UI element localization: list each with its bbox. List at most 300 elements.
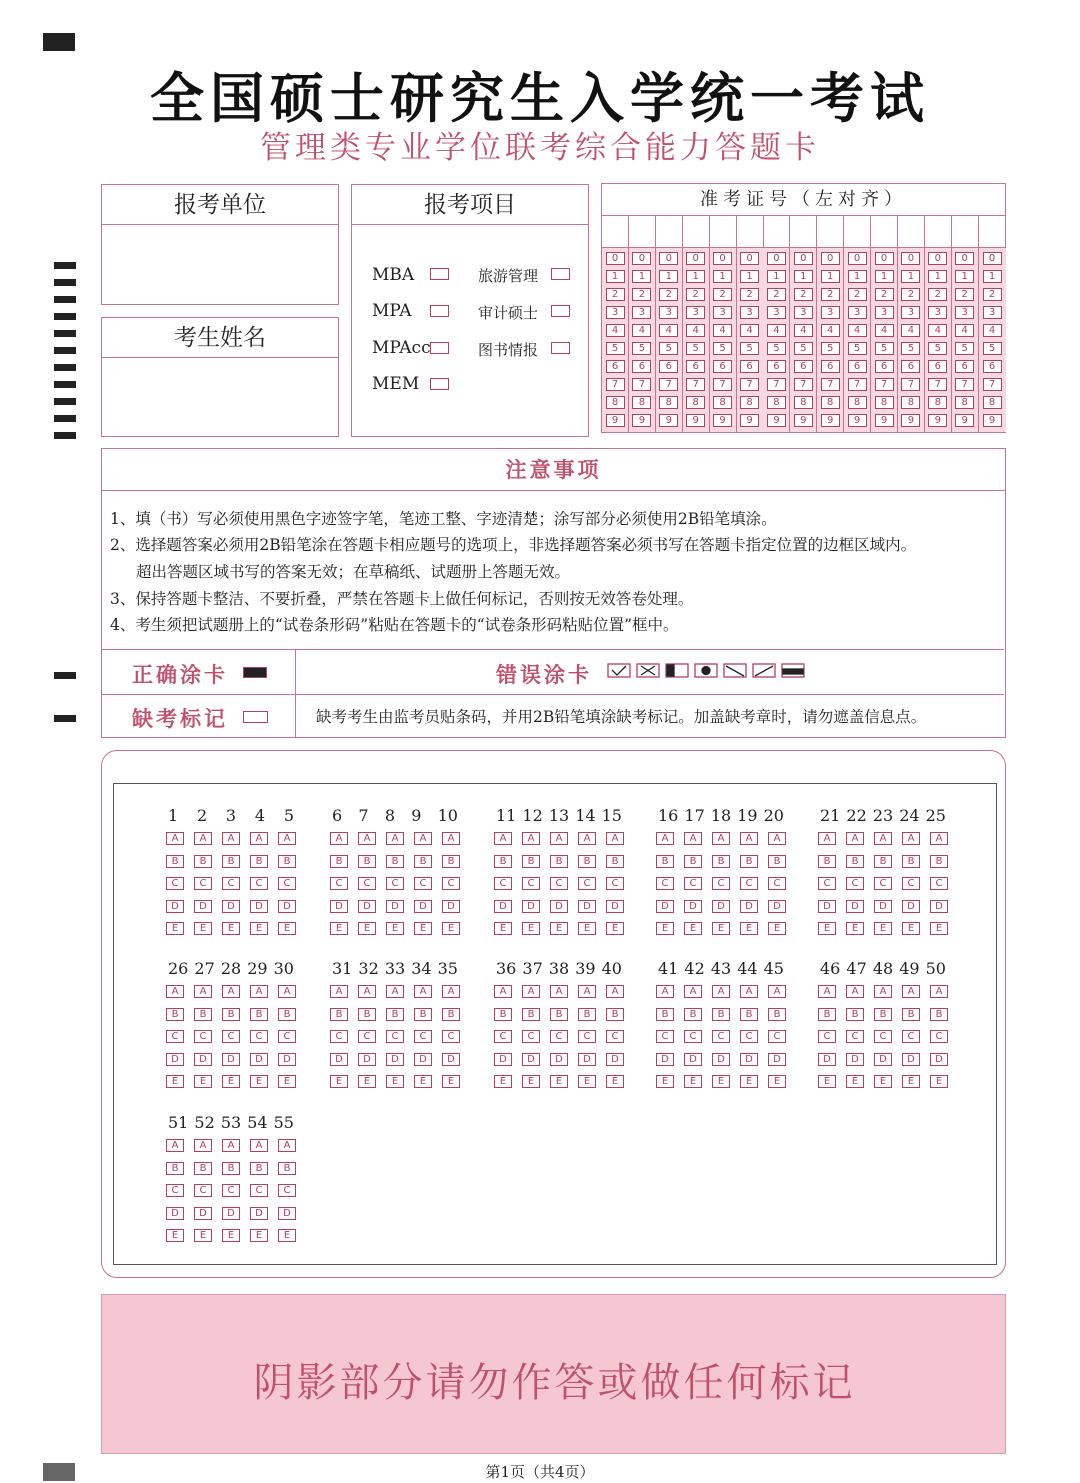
answer-bubble[interactable]: E [358,922,376,935]
answer-bubble[interactable]: A [712,985,730,998]
answer-bubble[interactable]: C [442,1030,460,1043]
answer-bubble[interactable]: C [194,1030,212,1043]
admission-digit-bubble[interactable]: 5 [606,342,625,355]
admission-digit-bubble[interactable]: 9 [606,414,625,427]
answer-bubble[interactable]: D [768,1053,786,1066]
project-tourism-checkbox[interactable] [551,268,570,280]
answer-bubble[interactable]: B [194,1008,212,1021]
answer-bubble[interactable]: B [578,855,596,868]
answer-bubble[interactable]: B [818,855,836,868]
answer-bubble[interactable]: B [442,855,460,868]
project-mpacc-checkbox[interactable] [430,342,449,354]
answer-bubble[interactable]: A [846,832,864,845]
admission-digit-bubble[interactable]: 6 [821,360,840,373]
answer-bubble[interactable]: A [740,985,758,998]
answer-bubble[interactable]: A [358,832,376,845]
admission-digit-bubble[interactable]: 8 [928,396,947,409]
answer-bubble[interactable]: B [606,1008,624,1021]
admission-digit-bubble[interactable]: 4 [740,324,759,337]
admission-digit-write-cell[interactable] [817,216,843,248]
admission-digit-write-cell[interactable] [871,216,897,248]
admission-digit-bubble[interactable]: 7 [821,378,840,391]
answer-bubble[interactable]: D [358,900,376,913]
admission-digit-bubble[interactable]: 6 [928,360,947,373]
admission-digit-bubble[interactable]: 5 [875,342,894,355]
admission-digit-bubble[interactable]: 4 [767,324,786,337]
answer-bubble[interactable]: C [442,877,460,890]
answer-bubble[interactable]: E [578,1075,596,1088]
answer-bubble[interactable]: E [494,922,512,935]
answer-bubble[interactable]: C [414,877,432,890]
admission-digit-bubble[interactable]: 3 [901,306,920,319]
admission-digit-bubble[interactable]: 2 [875,288,894,301]
answer-bubble[interactable]: C [522,1030,540,1043]
admission-digit-bubble[interactable]: 0 [794,252,813,265]
answer-bubble[interactable]: E [874,1075,892,1088]
answer-bubble[interactable]: D [768,900,786,913]
answer-bubble[interactable]: A [358,985,376,998]
answer-bubble[interactable]: D [846,1053,864,1066]
admission-digit-bubble[interactable]: 3 [794,306,813,319]
answer-bubble[interactable]: D [684,900,702,913]
answer-bubble[interactable]: A [684,832,702,845]
admission-digit-bubble[interactable]: 1 [767,270,786,283]
answer-bubble[interactable]: C [494,877,512,890]
answer-bubble[interactable]: D [386,1053,404,1066]
admission-digit-write-cell[interactable] [844,216,870,248]
answer-bubble[interactable]: C [166,1184,184,1197]
name-field[interactable] [102,358,338,435]
answer-bubble[interactable]: E [712,922,730,935]
admission-digit-bubble[interactable]: 2 [983,288,1002,301]
admission-digit-bubble[interactable]: 2 [821,288,840,301]
answer-bubble[interactable]: D [414,1053,432,1066]
admission-digit-bubble[interactable]: 9 [983,414,1002,427]
admission-digit-bubble[interactable]: 8 [794,396,813,409]
admission-digit-bubble[interactable]: 4 [794,324,813,337]
answer-bubble[interactable]: E [222,1075,240,1088]
answer-bubble[interactable]: D [250,1207,268,1220]
admission-digit-write-cell[interactable] [602,216,628,248]
admission-digit-bubble[interactable]: 5 [955,342,974,355]
answer-bubble[interactable]: C [606,1030,624,1043]
admission-digit-bubble[interactable]: 7 [606,378,625,391]
answer-bubble[interactable]: D [712,1053,730,1066]
admission-digit-bubble[interactable]: 0 [606,252,625,265]
answer-bubble[interactable]: B [250,855,268,868]
answer-bubble[interactable]: D [578,1053,596,1066]
answer-bubble[interactable]: C [386,877,404,890]
admission-digit-bubble[interactable]: 1 [928,270,947,283]
answer-bubble[interactable]: A [278,832,296,845]
admission-digit-write-cell[interactable] [979,216,1006,248]
answer-bubble[interactable]: D [902,900,920,913]
answer-bubble[interactable]: A [522,832,540,845]
admission-digit-bubble[interactable]: 4 [875,324,894,337]
answer-bubble[interactable]: B [550,1008,568,1021]
answer-bubble[interactable]: A [818,832,836,845]
answer-bubble[interactable]: A [166,1139,184,1152]
answer-bubble[interactable]: D [578,900,596,913]
answer-bubble[interactable]: B [902,1008,920,1021]
admission-digit-bubble[interactable]: 5 [821,342,840,355]
answer-bubble[interactable]: A [494,985,512,998]
answer-bubble[interactable]: E [442,1075,460,1088]
admission-digit-bubble[interactable]: 5 [632,342,651,355]
admission-digit-bubble[interactable]: 5 [686,342,705,355]
answer-bubble[interactable]: D [250,1053,268,1066]
answer-bubble[interactable]: D [414,900,432,913]
answer-bubble[interactable]: A [578,985,596,998]
answer-bubble[interactable]: B [278,1008,296,1021]
admission-digit-bubble[interactable]: 6 [686,360,705,373]
admission-digit-bubble[interactable]: 2 [632,288,651,301]
admission-digit-bubble[interactable]: 1 [713,270,732,283]
project-library-checkbox[interactable] [551,342,570,354]
project-audit-checkbox[interactable] [551,305,570,317]
answer-bubble[interactable]: E [818,1075,836,1088]
answer-bubble[interactable]: E [846,1075,864,1088]
answer-bubble[interactable]: D [656,900,674,913]
project-mba-checkbox[interactable] [430,268,449,280]
answer-bubble[interactable]: D [278,1053,296,1066]
answer-bubble[interactable]: C [330,1030,348,1043]
answer-bubble[interactable]: E [656,922,674,935]
admission-digit-bubble[interactable]: 4 [713,324,732,337]
admission-digit-bubble[interactable]: 0 [983,252,1002,265]
answer-bubble[interactable]: A [442,832,460,845]
admission-digit-bubble[interactable]: 4 [901,324,920,337]
answer-bubble[interactable]: C [222,1184,240,1197]
answer-bubble[interactable]: C [606,877,624,890]
answer-bubble[interactable]: B [874,1008,892,1021]
answer-bubble[interactable]: A [656,985,674,998]
answer-bubble[interactable]: A [684,985,702,998]
answer-bubble[interactable]: D [222,900,240,913]
answer-bubble[interactable]: C [818,1030,836,1043]
admission-digit-bubble[interactable]: 2 [740,288,759,301]
answer-bubble[interactable]: C [656,1030,674,1043]
admission-digit-bubble[interactable]: 8 [875,396,894,409]
answer-bubble[interactable]: E [166,1229,184,1242]
admission-digit-bubble[interactable]: 8 [983,396,1002,409]
admission-digit-bubble[interactable]: 3 [606,306,625,319]
project-library[interactable] [478,339,538,360]
answer-bubble[interactable]: A [194,1139,212,1152]
answer-bubble[interactable]: B [330,1008,348,1021]
admission-digit-bubble[interactable]: 6 [955,360,974,373]
admission-digit-bubble[interactable]: 9 [875,414,894,427]
answer-bubble[interactable]: B [930,1008,948,1021]
answer-bubble[interactable]: C [166,877,184,890]
admission-digit-bubble[interactable]: 0 [767,252,786,265]
admission-digit-bubble[interactable]: 1 [875,270,894,283]
answer-bubble[interactable]: A [550,832,568,845]
admission-digit-bubble[interactable]: 5 [713,342,732,355]
answer-bubble[interactable]: C [768,877,786,890]
answer-bubble[interactable]: D [550,1053,568,1066]
admission-digit-bubble[interactable]: 9 [740,414,759,427]
admission-digit-bubble[interactable]: 5 [794,342,813,355]
answer-bubble[interactable]: B [358,1008,376,1021]
answer-bubble[interactable]: D [222,1207,240,1220]
admission-digit-bubble[interactable]: 4 [848,324,867,337]
answer-bubble[interactable]: E [818,922,836,935]
answer-bubble[interactable]: C [684,877,702,890]
admission-digit-bubble[interactable]: 6 [767,360,786,373]
admission-digit-bubble[interactable]: 7 [875,378,894,391]
answer-bubble[interactable]: A [712,832,730,845]
answer-bubble[interactable]: A [222,832,240,845]
admission-digit-bubble[interactable]: 3 [821,306,840,319]
answer-bubble[interactable]: E [930,922,948,935]
admission-digit-bubble[interactable]: 3 [928,306,947,319]
answer-bubble[interactable]: A [386,832,404,845]
admission-digit-bubble[interactable]: 9 [928,414,947,427]
answer-bubble[interactable]: C [222,877,240,890]
answer-bubble[interactable]: A [606,832,624,845]
admission-digit-write-cell[interactable] [925,216,951,248]
answer-bubble[interactable]: C [386,1030,404,1043]
answer-bubble[interactable]: D [194,1053,212,1066]
admission-digit-bubble[interactable]: 9 [632,414,651,427]
admission-digit-bubble[interactable]: 5 [901,342,920,355]
admission-digit-bubble[interactable]: 1 [821,270,840,283]
admission-digit-bubble[interactable]: 2 [767,288,786,301]
answer-bubble[interactable]: E [606,1075,624,1088]
answer-bubble[interactable]: E [522,1075,540,1088]
answer-bubble[interactable]: E [166,922,184,935]
answer-bubble[interactable]: C [550,877,568,890]
answer-bubble[interactable]: D [606,900,624,913]
answer-bubble[interactable]: C [166,1030,184,1043]
answer-bubble[interactable]: A [656,832,674,845]
answer-bubble[interactable]: C [278,1184,296,1197]
answer-bubble[interactable]: B [166,855,184,868]
answer-bubble[interactable]: E [550,1075,568,1088]
admission-digit-bubble[interactable]: 7 [659,378,678,391]
answer-bubble[interactable]: C [222,1030,240,1043]
answer-bubble[interactable]: A [330,985,348,998]
admission-digit-bubble[interactable]: 3 [713,306,732,319]
admission-digit-bubble[interactable]: 6 [606,360,625,373]
answer-bubble[interactable]: B [386,1008,404,1021]
answer-bubble[interactable]: D [902,1053,920,1066]
answer-bubble[interactable]: C [902,1030,920,1043]
answer-bubble[interactable]: E [656,1075,674,1088]
answer-bubble[interactable]: C [330,877,348,890]
answer-bubble[interactable]: E [222,922,240,935]
admission-digit-bubble[interactable]: 7 [955,378,974,391]
admission-digit-bubble[interactable]: 2 [713,288,732,301]
admission-digit-bubble[interactable]: 8 [955,396,974,409]
admission-digit-bubble[interactable]: 4 [955,324,974,337]
answer-bubble[interactable]: B [222,855,240,868]
answer-bubble[interactable]: E [386,922,404,935]
project-mpa[interactable] [372,301,412,321]
answer-bubble[interactable]: C [740,1030,758,1043]
answer-bubble[interactable]: A [194,985,212,998]
admission-digit-bubble[interactable]: 4 [983,324,1002,337]
answer-bubble[interactable]: E [250,1229,268,1242]
admission-digit-bubble[interactable]: 4 [821,324,840,337]
answer-bubble[interactable]: B [386,855,404,868]
admission-digit-bubble[interactable]: 8 [848,396,867,409]
admission-digit-bubble[interactable]: 2 [901,288,920,301]
answer-bubble[interactable]: D [522,1053,540,1066]
answer-bubble[interactable]: D [222,1053,240,1066]
admission-digit-bubble[interactable]: 6 [740,360,759,373]
project-audit[interactable] [478,302,538,323]
answer-bubble[interactable]: D [874,1053,892,1066]
admission-digit-bubble[interactable]: 2 [606,288,625,301]
admission-digit-bubble[interactable]: 1 [606,270,625,283]
answer-bubble[interactable]: C [194,1184,212,1197]
answer-bubble[interactable]: A [874,985,892,998]
answer-bubble[interactable]: E [442,922,460,935]
answer-bubble[interactable]: B [712,1008,730,1021]
admission-digit-bubble[interactable]: 9 [686,414,705,427]
admission-digit-bubble[interactable]: 6 [713,360,732,373]
answer-bubble[interactable]: C [414,1030,432,1043]
answer-bubble[interactable]: B [930,855,948,868]
admission-digit-bubble[interactable]: 0 [632,252,651,265]
unit-field[interactable] [102,225,338,303]
answer-bubble[interactable]: E [414,922,432,935]
answer-bubble[interactable]: A [930,832,948,845]
answer-bubble[interactable]: B [250,1008,268,1021]
answer-bubble[interactable]: D [656,1053,674,1066]
answer-bubble[interactable]: E [194,1229,212,1242]
answer-bubble[interactable]: E [194,922,212,935]
admission-digit-bubble[interactable]: 3 [659,306,678,319]
answer-bubble[interactable]: A [522,985,540,998]
answer-bubble[interactable]: E [874,922,892,935]
admission-digit-bubble[interactable]: 1 [848,270,867,283]
admission-digit-bubble[interactable]: 0 [713,252,732,265]
admission-digit-bubble[interactable]: 9 [713,414,732,427]
admission-digit-bubble[interactable]: 7 [713,378,732,391]
answer-bubble[interactable]: C [930,877,948,890]
answer-bubble[interactable]: C [712,877,730,890]
answer-bubble[interactable]: A [250,832,268,845]
answer-bubble[interactable]: A [768,985,786,998]
admission-digit-bubble[interactable]: 2 [955,288,974,301]
answer-bubble[interactable]: E [930,1075,948,1088]
answer-bubble[interactable]: B [684,1008,702,1021]
admission-digit-bubble[interactable]: 7 [928,378,947,391]
answer-bubble[interactable]: C [874,1030,892,1043]
answer-bubble[interactable]: B [194,855,212,868]
answer-bubble[interactable]: E [740,922,758,935]
answer-bubble[interactable]: C [250,877,268,890]
answer-bubble[interactable]: D [684,1053,702,1066]
admission-digit-bubble[interactable]: 5 [983,342,1002,355]
answer-bubble[interactable]: D [494,900,512,913]
answer-bubble[interactable]: B [494,855,512,868]
admission-digit-bubble[interactable]: 7 [767,378,786,391]
admission-digit-bubble[interactable]: 3 [740,306,759,319]
answer-bubble[interactable]: E [414,1075,432,1088]
admission-digit-bubble[interactable]: 7 [632,378,651,391]
admission-digit-bubble[interactable]: 0 [740,252,759,265]
answer-bubble[interactable]: C [712,1030,730,1043]
answer-bubble[interactable]: C [902,877,920,890]
answer-bubble[interactable]: B [902,855,920,868]
admission-digit-bubble[interactable]: 7 [983,378,1002,391]
admission-digit-write-cell[interactable] [898,216,924,248]
admission-digit-bubble[interactable]: 1 [794,270,813,283]
answer-bubble[interactable]: A [386,985,404,998]
admission-digit-bubble[interactable]: 2 [686,288,705,301]
admission-digit-write-cell[interactable] [763,216,789,248]
answer-bubble[interactable]: A [902,985,920,998]
answer-bubble[interactable]: A [194,832,212,845]
answer-bubble[interactable]: A [222,1139,240,1152]
answer-bubble[interactable]: E [330,1075,348,1088]
answer-bubble[interactable]: B [550,855,568,868]
answer-bubble[interactable]: D [358,1053,376,1066]
answer-bubble[interactable]: E [278,1229,296,1242]
answer-bubble[interactable]: D [330,900,348,913]
admission-digit-bubble[interactable]: 9 [821,414,840,427]
answer-bubble[interactable]: E [902,922,920,935]
admission-digit-bubble[interactable]: 1 [983,270,1002,283]
answer-bubble[interactable]: C [874,877,892,890]
admission-digit-bubble[interactable]: 9 [901,414,920,427]
project-tourism[interactable] [478,265,538,286]
answer-bubble[interactable]: D [606,1053,624,1066]
answer-bubble[interactable]: D [930,1053,948,1066]
admission-digit-write-cell[interactable] [790,216,816,248]
answer-bubble[interactable]: B [684,855,702,868]
answer-bubble[interactable]: E [166,1075,184,1088]
admission-digit-bubble[interactable]: 8 [686,396,705,409]
answer-bubble[interactable]: D [550,900,568,913]
answer-bubble[interactable]: E [194,1075,212,1088]
answer-bubble[interactable]: C [550,1030,568,1043]
admission-digit-bubble[interactable]: 9 [955,414,974,427]
admission-digit-bubble[interactable]: 8 [767,396,786,409]
answer-bubble[interactable]: D [278,1207,296,1220]
answer-bubble[interactable]: A [740,832,758,845]
admission-digit-bubble[interactable]: 6 [794,360,813,373]
project-mpa-checkbox[interactable] [430,305,449,317]
admission-digit-bubble[interactable]: 9 [848,414,867,427]
answer-bubble[interactable]: D [194,900,212,913]
admission-digit-bubble[interactable]: 6 [983,360,1002,373]
answer-bubble[interactable]: A [166,985,184,998]
answer-bubble[interactable]: C [278,1030,296,1043]
answer-bubble[interactable]: D [712,900,730,913]
answer-bubble[interactable]: E [278,922,296,935]
answer-bubble[interactable]: E [902,1075,920,1088]
answer-bubble[interactable]: D [846,900,864,913]
admission-digit-bubble[interactable]: 5 [928,342,947,355]
answer-bubble[interactable]: D [930,900,948,913]
admission-digit-write-cell[interactable] [629,216,655,248]
answer-bubble[interactable]: B [522,855,540,868]
answer-bubble[interactable]: A [442,985,460,998]
admission-digit-bubble[interactable]: 7 [686,378,705,391]
answer-bubble[interactable]: E [550,922,568,935]
answer-bubble[interactable]: C [930,1030,948,1043]
answer-bubble[interactable]: B [606,855,624,868]
admission-digit-bubble[interactable]: 3 [632,306,651,319]
answer-bubble[interactable]: D [818,900,836,913]
answer-bubble[interactable]: B [522,1008,540,1021]
admission-digit-bubble[interactable]: 6 [901,360,920,373]
